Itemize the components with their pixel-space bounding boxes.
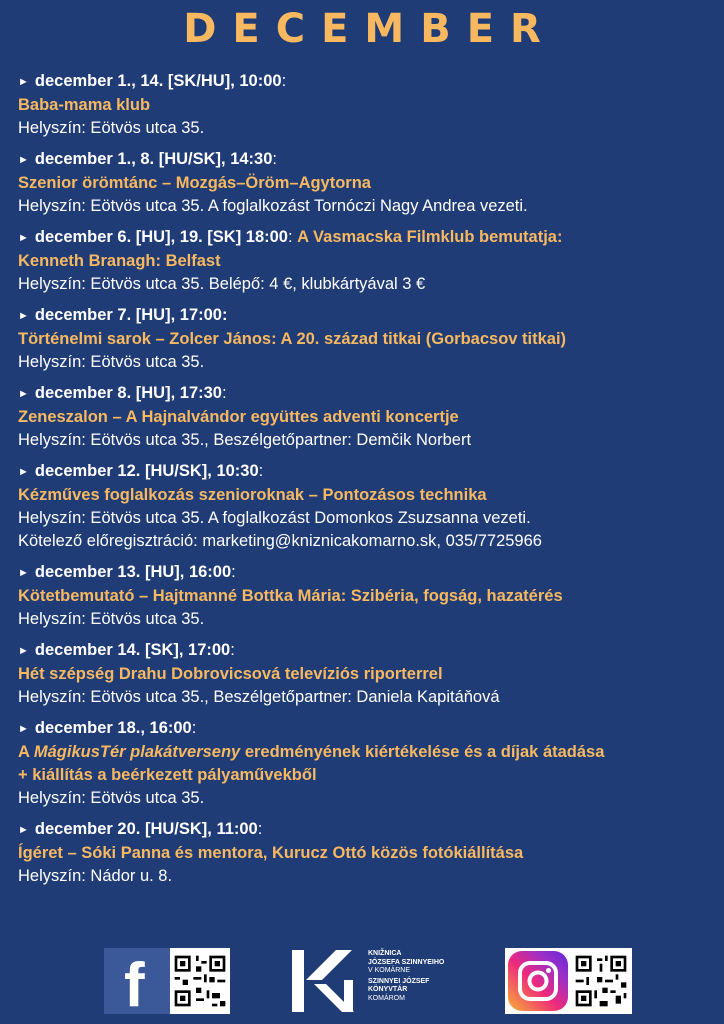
event-title-inline: A Vasmacska Filmklub bemutatja: [297,228,563,246]
facebook-icon [104,948,170,1020]
triangle-bullet-icon: ► [18,824,29,836]
facebook-link[interactable] [104,948,230,1020]
event-date: december 18., 16:00 [34,719,192,737]
event-title [18,741,718,764]
event-item [18,561,718,631]
event-title: Baba-mama klub [18,96,151,114]
event-date: december 12. [HU/SK], 10:30 [34,462,259,480]
event-location: Helyszín: Eötvös utca 35. A foglalkozást Domonkos Zsuzsanna vezeti. [18,509,531,527]
event-location: Helyszín: Nádor u. 8. [18,867,173,885]
event-item [18,148,718,218]
event-title-italic: MágikusTér plakátverseny [33,743,241,761]
event-item [18,70,718,140]
instagram-link[interactable] [505,948,632,1014]
library-name-line: KÖNYVTÁR [368,986,408,994]
triangle-bullet-icon: ► [18,567,29,579]
library-name-line: SZINNYEI JÓZSEF [368,977,430,985]
event-date-suffix: : [281,72,287,90]
event-location: Helyszín: Eötvös utca 35. Belépő: 4 €, klubkártyával 3 € [18,275,426,293]
instagram-icon [508,951,568,1011]
triangle-bullet-icon: ► [18,154,29,166]
event-item [18,639,718,709]
event-date: december 20. [HU/SK], 11:00 [34,820,258,838]
event-title: Történelmi sarok – Zolcer János: A 20. század titkai (Gorbacsov titkai) [18,330,567,348]
event-registration: Kötelező előregisztráció: marketing@kniznicakomarno.sk, 035/7725966 [18,532,542,550]
event-date-suffix: : [221,384,227,402]
event-location: Helyszín: Eötvös utca 35. [18,610,205,628]
instagram-glyph-icon [508,951,568,1011]
event-title: Kenneth Branagh: Belfast [18,252,221,270]
event-title: Szenior örömtánc – Mozgás–Öröm–Agytorna [18,174,371,192]
event-date: december 1., 8. [HU/SK], 14:30 [34,150,273,168]
triangle-bullet-icon: ► [18,466,29,478]
event-item [18,382,718,452]
event-date: december 8. [HU], 17:30 [34,384,222,402]
event-date-suffix: : [272,150,277,168]
page-title: DECEMBER [183,6,557,52]
event-title: Kötetbemutató – Hajtmanné Bottka Mária: Szibéria, fogság, hazatérés [18,587,563,605]
event-date-suffix: : [258,462,264,480]
event-date: december 6. [HU], 19. [SK] 18:00 [34,228,288,246]
event-date: december 13. [HU], 16:00 [34,563,232,581]
triangle-bullet-icon: ► [18,645,29,657]
library-name-line: JÓZSEFA SZINNYEIHO [368,958,445,966]
event-location: Helyszín: Eötvös utca 35. [18,353,205,371]
event-title: Ígéret – Sóki Panna és mentora, Kurucz Ottó közös fotókiállítása [18,844,524,862]
library-logo-icon [292,950,364,1012]
event-title-line2: + kiállítás a beérkezett pályaművekből [18,766,317,784]
triangle-bullet-icon: ► [18,723,29,735]
triangle-bullet-icon: ► [18,76,29,88]
event-date-suffix: : [191,719,197,737]
library-name [368,950,488,1004]
triangle-bullet-icon: ► [18,310,29,322]
event-date: december 14. [SK], 17:00 [34,641,231,659]
qr-code-icon [573,953,629,1009]
event-location: Helyszín: Eötvös utca 35., Beszélgetőpartner: Daniela Kapitáňová [18,688,500,706]
event-title-part: eredményének kiértékelése és a díjak átadása [240,743,605,761]
event-item [18,460,718,553]
event-date-suffix: : [257,820,263,838]
event-item [18,717,718,810]
event-location: Helyszín: Eötvös utca 35., Beszélgetőpartner: Demčik Norbert [18,431,472,449]
event-item [18,818,718,888]
event-title: Zeneszalon – A Hajnalvándor együttes adventi koncertje [18,408,459,426]
event-date-suffix: : [231,563,236,581]
library-name-line: KOMÁROM [368,994,405,1002]
event-location: Helyszín: Eötvös utca 35. A foglalkozást Tornóczi Nagy Andrea vezeti. [18,197,528,215]
triangle-bullet-icon: ► [18,388,29,400]
event-date: december 1., 14. [SK/HU], 10:00 [34,72,282,90]
event-date-suffix: : [287,228,298,246]
event-date: december 7. [HU], 17:00: [34,306,228,324]
event-title: Hét szépség Drahu Dobrovicsová televíziós riporterrel [18,665,443,683]
qr-code-icon [172,953,228,1009]
event-item [18,304,718,374]
event-item [18,226,718,296]
event-list [18,70,718,896]
triangle-bullet-icon: ► [18,232,29,244]
event-title: Kézműves foglalkozás szenioroknak – Pontozásos technika [18,486,487,504]
library-name-line: V KOMÁRNE [368,967,411,975]
event-location: Helyszín: Eötvös utca 35. [18,119,205,137]
facebook-letter: f [124,951,145,1020]
event-date-suffix: : [230,641,235,659]
library-name-line: KNIŽNICA [368,950,402,957]
event-location: Helyszín: Eötvös utca 35. [18,789,205,807]
event-title-part: A [18,743,34,761]
footer [0,948,724,1018]
